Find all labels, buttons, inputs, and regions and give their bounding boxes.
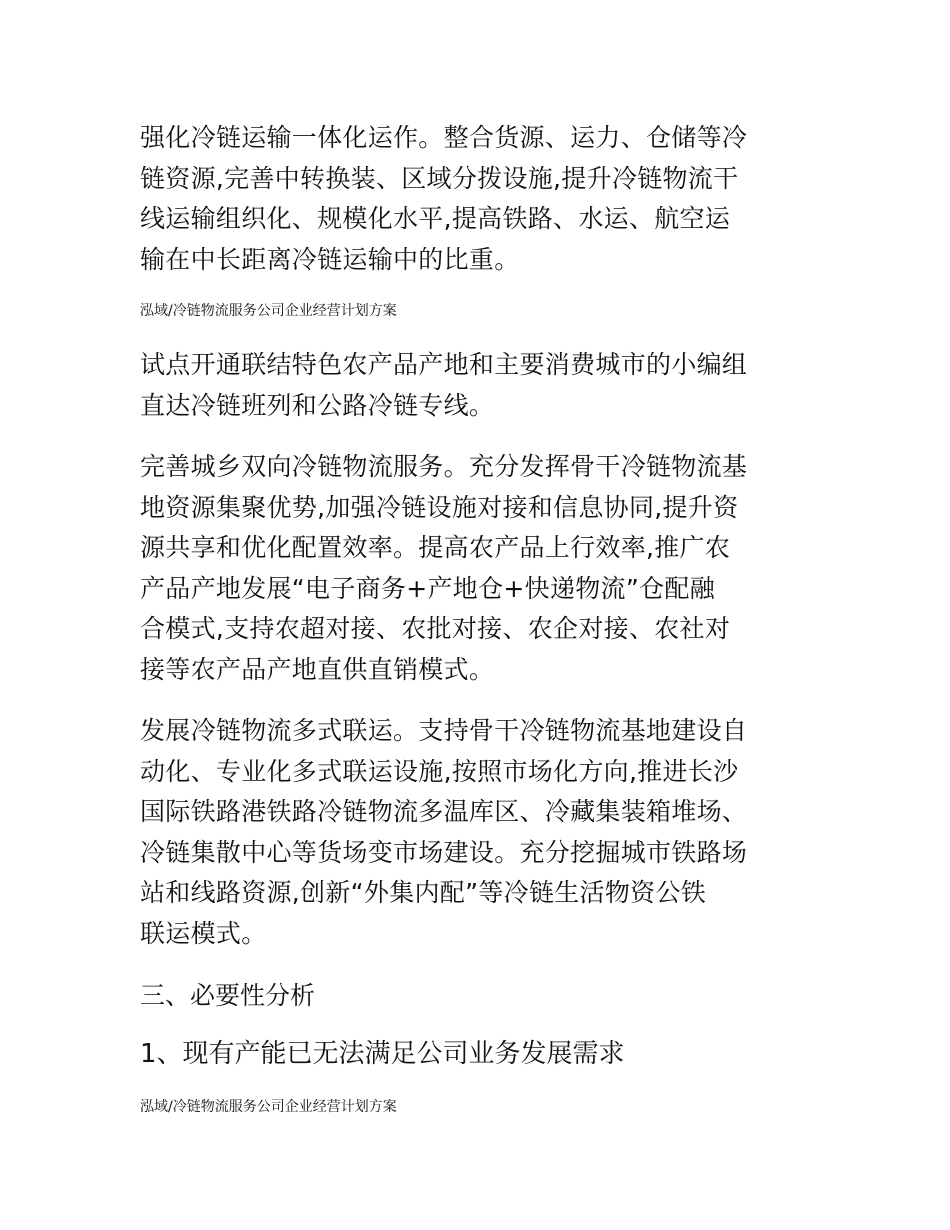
paragraph-line: 站和线路资源,创新“外集内配”等冷链生活物资公铁: [140, 878, 707, 907]
paragraph-line: 线运输组织化、规模化水平,提高铁路、水运、航空运: [140, 204, 731, 233]
paragraph-urban-rural-cold-chain: [140, 447, 812, 690]
paragraph-line: 联运模式。: [140, 918, 267, 948]
paragraph-multimodal-transport: [140, 711, 812, 954]
paragraph-line: 发展冷链物流多式联运。支持骨干冷链物流基地建设自: [140, 716, 748, 745]
running-footer: 泓域/冷链物流服务公司企业经营计划方案: [140, 1099, 397, 1115]
paragraph-line: 地资源集聚优势,加强冷链设施对接和信息协同,提升资: [140, 492, 739, 522]
paragraph-line: 完善城乡双向冷链物流服务。充分发挥骨干冷链物流基: [140, 452, 748, 481]
subsection-heading: 1、现有产能已无法满足公司业务发展需求: [140, 1039, 625, 1069]
paragraph-pilot-cold-chain-trains: [140, 345, 812, 426]
section-heading: 三、必要性分析: [140, 981, 316, 1010]
paragraph-line: 源共享和优化配置效率。提高农产品上行效率,推广农: [140, 533, 731, 562]
paragraph-line: 动化、专业化多式联运设施,按照市场化方向,推进长沙: [140, 756, 739, 786]
paragraph-line: 国际铁路港铁路冷链物流多温库区、冷藏集装箱堆场、: [140, 797, 748, 826]
paragraph-line: 强化冷链运输一体化运作。整合货源、运力、仓储等冷: [140, 123, 748, 152]
paragraph-line: 试点开通联结特色农产品产地和主要消费城市的小编组: [140, 350, 748, 379]
running-footer: 泓域/冷链物流服务公司企业经营计划方案: [140, 303, 397, 319]
paragraph-line: 链资源,完善中转换装、区域分拨设施,提升冷链物流干: [140, 163, 739, 193]
paragraph-line: 输在中长距离冷链运输中的比重。: [140, 244, 520, 274]
paragraph-line: 合模式,支持农超对接、农批对接、农企对接、农社对: [140, 614, 731, 643]
paragraph-line: 冷链集散中心等货场变市场建设。充分挖掘城市铁路场: [140, 837, 748, 867]
paragraph-cold-chain-integration: [140, 118, 812, 280]
paragraph-line: 接等农产品产地直供直销模式。: [140, 654, 495, 684]
paragraph-line: 产品产地发展“电子商务+产地仓+快递物流”仓配融: [140, 573, 715, 603]
paragraph-line: 直达冷链班列和公路冷链专线。: [140, 390, 495, 420]
